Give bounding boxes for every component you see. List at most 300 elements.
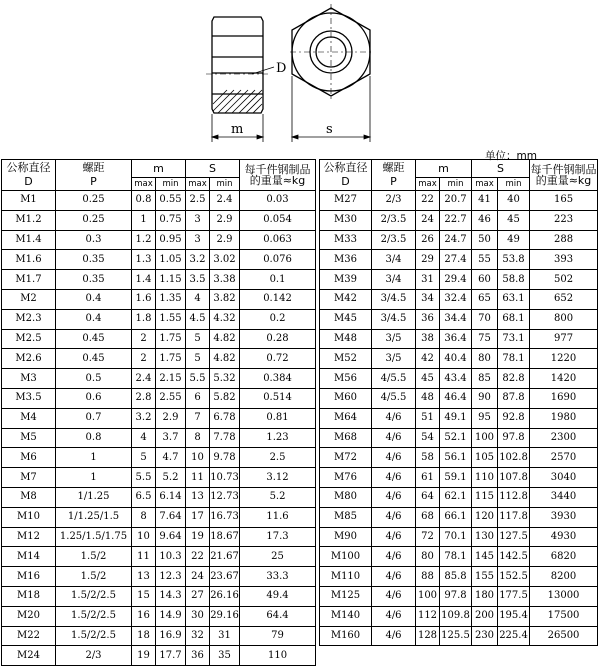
- cell-nominal-diameter: M3.5: [2, 388, 56, 408]
- cell-s-max: 4.5: [186, 309, 210, 329]
- table-row: [2, 448, 316, 468]
- cell-pitch: 0.45: [56, 329, 132, 349]
- cell-m-max: 16: [132, 606, 156, 626]
- nut-front-view: [290, 4, 372, 100]
- cell-nominal-diameter: M72: [320, 448, 372, 468]
- table-row: [2, 289, 316, 309]
- cell-m-min: 9.64: [156, 527, 186, 547]
- cell-s-min: 117.8: [498, 507, 530, 527]
- cell-nominal-diameter: M5: [2, 428, 56, 448]
- cell-weight: 223: [530, 210, 598, 230]
- cell-m-max: 34: [416, 289, 440, 309]
- cell-weight: 11.6: [240, 507, 316, 527]
- cell-m-min: 16.9: [156, 626, 186, 646]
- cell-m-min: 2.55: [156, 388, 186, 408]
- cell-pitch: 4/6: [372, 567, 416, 587]
- cell-m-max: 38: [416, 329, 440, 349]
- cell-weight: 3.12: [240, 468, 316, 488]
- cell-s-min: 112.8: [498, 487, 530, 507]
- cell-weight: 0.1: [240, 270, 316, 290]
- cell-m-max: 51: [416, 408, 440, 428]
- cell-s-max: 75: [472, 329, 498, 349]
- cell-m-min: 3.7: [156, 428, 186, 448]
- table-row: [320, 369, 598, 389]
- cell-s-min: 142.5: [498, 547, 530, 567]
- col-pitch: 螺距 P: [372, 160, 416, 191]
- cell-nominal-diameter: M3: [2, 369, 56, 389]
- table-row: [320, 507, 598, 527]
- cell-weight: 1690: [530, 388, 598, 408]
- cell-s-max: 3.2: [186, 250, 210, 270]
- cell-pitch: 0.45: [56, 349, 132, 369]
- cell-m-min: 62.1: [440, 487, 472, 507]
- cell-m-max: 2: [132, 329, 156, 349]
- col-m-max: max: [416, 178, 440, 191]
- cell-m-min: 70.1: [440, 527, 472, 547]
- table-row: [320, 329, 598, 349]
- table-row: [2, 468, 316, 488]
- cell-weight: 2300: [530, 428, 598, 448]
- cell-m-min: 27.4: [440, 250, 472, 270]
- cell-weight: 1420: [530, 369, 598, 389]
- cell-s-min: 82.8: [498, 369, 530, 389]
- table-row: [320, 567, 598, 587]
- cell-s-min: 4.82: [210, 349, 240, 369]
- cell-s-min: 68.1: [498, 309, 530, 329]
- cell-nominal-diameter: M160: [320, 626, 372, 646]
- cell-m-min: 46.4: [440, 388, 472, 408]
- cell-m-max: 22: [416, 191, 440, 211]
- cell-nominal-diameter: M76: [320, 468, 372, 488]
- col-pitch: 螺距 P: [56, 160, 132, 191]
- cell-pitch: 0.7: [56, 408, 132, 428]
- label-m: m: [231, 122, 244, 137]
- cell-pitch: 3/5: [372, 329, 416, 349]
- cell-nominal-diameter: M85: [320, 507, 372, 527]
- cell-pitch: 3/4: [372, 250, 416, 270]
- nut-side-view: [206, 17, 274, 113]
- cell-m-min: 43.4: [440, 369, 472, 389]
- cell-m-max: 11: [132, 547, 156, 567]
- cell-s-min: 53.8: [498, 250, 530, 270]
- cell-m-max: 64: [416, 487, 440, 507]
- cell-weight: 652: [530, 289, 598, 309]
- cell-weight: 0.28: [240, 329, 316, 349]
- cell-s-max: 200: [472, 606, 498, 626]
- col-m-min: min: [156, 178, 186, 191]
- cell-m-max: 24: [416, 210, 440, 230]
- cell-m-min: 32.4: [440, 289, 472, 309]
- col-s-max: max: [472, 178, 498, 191]
- cell-nominal-diameter: M12: [2, 527, 56, 547]
- cell-weight: 0.2: [240, 309, 316, 329]
- cell-pitch: 4/6: [372, 547, 416, 567]
- cell-weight: 49.4: [240, 586, 316, 606]
- cell-m-max: 0.8: [132, 191, 156, 211]
- table-row: [2, 547, 316, 567]
- cell-m-min: 40.4: [440, 349, 472, 369]
- cell-s-min: 21.67: [210, 547, 240, 567]
- col-m-min: min: [440, 178, 472, 191]
- cell-pitch: 4/5.5: [372, 369, 416, 389]
- cell-m-max: 48: [416, 388, 440, 408]
- table-row: [320, 586, 598, 606]
- cell-s-min: 26.16: [210, 586, 240, 606]
- cell-m-min: 1.75: [156, 329, 186, 349]
- cell-s-min: 10.73: [210, 468, 240, 488]
- cell-pitch: 1/1.25/1.5: [56, 507, 132, 527]
- cell-nominal-diameter: M27: [320, 191, 372, 211]
- cell-nominal-diameter: M48: [320, 329, 372, 349]
- cell-s-max: 46: [472, 210, 498, 230]
- cell-weight: 977: [530, 329, 598, 349]
- cell-m-max: 15: [132, 586, 156, 606]
- cell-s-min: 5.82: [210, 388, 240, 408]
- cell-s-max: 85: [472, 369, 498, 389]
- table-row: [2, 646, 316, 666]
- cell-m-min: 97.8: [440, 586, 472, 606]
- cell-s-max: 13: [186, 487, 210, 507]
- cell-pitch: 1.5/2/2.5: [56, 626, 132, 646]
- cell-weight: 0.384: [240, 369, 316, 389]
- cell-weight: 110: [240, 646, 316, 666]
- cell-nominal-diameter: M1.7: [2, 270, 56, 290]
- cell-s-min: 5.32: [210, 369, 240, 389]
- cell-s-max: 3.5: [186, 270, 210, 290]
- cell-nominal-diameter: M14: [2, 547, 56, 567]
- cell-weight: 13000: [530, 586, 598, 606]
- cell-s-max: 130: [472, 527, 498, 547]
- cell-weight: 0.054: [240, 210, 316, 230]
- cell-s-min: 63.1: [498, 289, 530, 309]
- cell-pitch: 0.25: [56, 210, 132, 230]
- cell-weight: 0.72: [240, 349, 316, 369]
- cell-nominal-diameter: M16: [2, 567, 56, 587]
- cell-s-min: 2.4: [210, 191, 240, 211]
- cell-s-min: 3.02: [210, 250, 240, 270]
- cell-weight: 17.3: [240, 527, 316, 547]
- cell-m-max: 68: [416, 507, 440, 527]
- cell-weight: 5.2: [240, 487, 316, 507]
- table-row: [2, 191, 316, 211]
- cell-m-max: 13: [132, 567, 156, 587]
- col-m: m: [132, 160, 186, 178]
- cell-s-min: 177.5: [498, 586, 530, 606]
- cell-s-max: 5.5: [186, 369, 210, 389]
- cell-nominal-diameter: M1.2: [2, 210, 56, 230]
- cell-s-max: 65: [472, 289, 498, 309]
- cell-m-min: 5.2: [156, 468, 186, 488]
- cell-m-min: 2.15: [156, 369, 186, 389]
- cell-s-min: 6.78: [210, 408, 240, 428]
- cell-s-min: 73.1: [498, 329, 530, 349]
- cell-nominal-diameter: M140: [320, 606, 372, 626]
- cell-s-max: 30: [186, 606, 210, 626]
- cell-m-max: 4: [132, 428, 156, 448]
- table-row: [320, 487, 598, 507]
- cell-pitch: 3/4.5: [372, 309, 416, 329]
- cell-s-max: 50: [472, 230, 498, 250]
- cell-nominal-diameter: M4: [2, 408, 56, 428]
- cell-m-min: 20.7: [440, 191, 472, 211]
- col-s-min: min: [498, 178, 530, 191]
- cell-pitch: 1.5/2/2.5: [56, 586, 132, 606]
- cell-nominal-diameter: M1: [2, 191, 56, 211]
- cell-m-min: 4.7: [156, 448, 186, 468]
- cell-weight: 0.076: [240, 250, 316, 270]
- cell-s-max: 80: [472, 349, 498, 369]
- cell-s-max: 90: [472, 388, 498, 408]
- cell-pitch: 2/3: [56, 646, 132, 666]
- cell-weight: 0.142: [240, 289, 316, 309]
- cell-pitch: 0.4: [56, 289, 132, 309]
- cell-weight: 26500: [530, 626, 598, 646]
- cell-s-min: 40: [498, 191, 530, 211]
- cell-m-max: 1.4: [132, 270, 156, 290]
- cell-weight: 25: [240, 547, 316, 567]
- cell-s-max: 3: [186, 230, 210, 250]
- cell-m-max: 1.2: [132, 230, 156, 250]
- table-row: [2, 567, 316, 587]
- cell-m-min: 1.55: [156, 309, 186, 329]
- cell-weight: 165: [530, 191, 598, 211]
- cell-s-max: 230: [472, 626, 498, 646]
- table-row: [2, 507, 316, 527]
- cell-pitch: 4/5.5: [372, 388, 416, 408]
- cell-nominal-diameter: M52: [320, 349, 372, 369]
- label-D: D: [276, 61, 287, 76]
- cell-pitch: 4/6: [372, 448, 416, 468]
- cell-m-min: 78.1: [440, 547, 472, 567]
- cell-weight: 4930: [530, 527, 598, 547]
- cell-m-min: 1.75: [156, 349, 186, 369]
- cell-m-max: 2: [132, 349, 156, 369]
- cell-m-min: 59.1: [440, 468, 472, 488]
- cell-s-max: 17: [186, 507, 210, 527]
- cell-nominal-diameter: M68: [320, 428, 372, 448]
- cell-m-max: 29: [416, 250, 440, 270]
- cell-m-max: 58: [416, 448, 440, 468]
- table-row: [320, 606, 598, 626]
- cell-m-min: 14.3: [156, 586, 186, 606]
- cell-nominal-diameter: M39: [320, 270, 372, 290]
- cell-m-min: 14.9: [156, 606, 186, 626]
- cell-pitch: 0.4: [56, 309, 132, 329]
- cell-s-max: 5: [186, 349, 210, 369]
- table-row: [320, 468, 598, 488]
- cell-m-max: 128: [416, 626, 440, 646]
- cell-s-max: 32: [186, 626, 210, 646]
- nut-spec-table-left: [1, 159, 316, 666]
- cell-m-max: 2.8: [132, 388, 156, 408]
- table-row: [2, 369, 316, 389]
- cell-s-max: 55: [472, 250, 498, 270]
- cell-s-max: 4: [186, 289, 210, 309]
- cell-weight: 3930: [530, 507, 598, 527]
- cell-pitch: 2/3: [372, 191, 416, 211]
- table-row: [320, 448, 598, 468]
- cell-pitch: 2/3.5: [372, 210, 416, 230]
- cell-nominal-diameter: M2.3: [2, 309, 56, 329]
- cell-weight: 8200: [530, 567, 598, 587]
- table-row: [320, 230, 598, 250]
- table-row: [320, 527, 598, 547]
- cell-s-max: 6: [186, 388, 210, 408]
- table-row: [320, 388, 598, 408]
- cell-s-min: 4.82: [210, 329, 240, 349]
- cell-weight: 1220: [530, 349, 598, 369]
- cell-weight: 0.03: [240, 191, 316, 211]
- table-row: [320, 408, 598, 428]
- cell-m-max: 61: [416, 468, 440, 488]
- cell-s-max: 120: [472, 507, 498, 527]
- cell-nominal-diameter: M2: [2, 289, 56, 309]
- cell-s-min: 7.78: [210, 428, 240, 448]
- cell-s-max: 2.5: [186, 191, 210, 211]
- cell-pitch: 4/6: [372, 527, 416, 547]
- cell-pitch: 0.3: [56, 230, 132, 250]
- cell-m-max: 26: [416, 230, 440, 250]
- cell-nominal-diameter: M22: [2, 626, 56, 646]
- table-row: [2, 230, 316, 250]
- cell-s-max: 100: [472, 428, 498, 448]
- cell-s-max: 60: [472, 270, 498, 290]
- cell-s-max: 19: [186, 527, 210, 547]
- cell-m-min: 0.75: [156, 210, 186, 230]
- cell-s-min: 45: [498, 210, 530, 230]
- cell-pitch: 0.25: [56, 191, 132, 211]
- unit-label: 单位：mm: [485, 150, 537, 162]
- cell-weight: 288: [530, 230, 598, 250]
- cell-m-max: 8: [132, 507, 156, 527]
- cell-s-max: 115: [472, 487, 498, 507]
- cell-s-min: 87.8: [498, 388, 530, 408]
- cell-s-min: 107.8: [498, 468, 530, 488]
- cell-weight: 800: [530, 309, 598, 329]
- cell-s-max: 145: [472, 547, 498, 567]
- cell-s-max: 155: [472, 567, 498, 587]
- cell-m-min: 7.64: [156, 507, 186, 527]
- table-row: [2, 527, 316, 547]
- cell-s-min: 195.4: [498, 606, 530, 626]
- cell-s-min: 29.16: [210, 606, 240, 626]
- cell-nominal-diameter: M30: [320, 210, 372, 230]
- cell-m-max: 5: [132, 448, 156, 468]
- cell-s-min: 92.8: [498, 408, 530, 428]
- cell-nominal-diameter: M2.6: [2, 349, 56, 369]
- cell-weight: 2.5: [240, 448, 316, 468]
- cell-nominal-diameter: M45: [320, 309, 372, 329]
- table-row: [2, 626, 316, 646]
- cell-s-max: 5: [186, 329, 210, 349]
- cell-s-min: 4.32: [210, 309, 240, 329]
- cell-nominal-diameter: M1.4: [2, 230, 56, 250]
- cell-pitch: 4/6: [372, 428, 416, 448]
- cell-s-min: 49: [498, 230, 530, 250]
- cell-s-min: 9.78: [210, 448, 240, 468]
- cell-s-max: 3: [186, 210, 210, 230]
- cell-m-max: 54: [416, 428, 440, 448]
- cell-s-min: 16.73: [210, 507, 240, 527]
- table-row: [320, 547, 598, 567]
- cell-nominal-diameter: M8: [2, 487, 56, 507]
- cell-m-min: 29.4: [440, 270, 472, 290]
- cell-pitch: 4/6: [372, 408, 416, 428]
- cell-pitch: 4/6: [372, 606, 416, 626]
- cell-m-max: 88: [416, 567, 440, 587]
- cell-nominal-diameter: M10: [2, 507, 56, 527]
- cell-m-max: 36: [416, 309, 440, 329]
- table-row: [320, 191, 598, 211]
- cell-pitch: 4/6: [372, 586, 416, 606]
- cell-pitch: 1.5/2: [56, 547, 132, 567]
- col-s-min: min: [210, 178, 240, 191]
- cell-weight: 2570: [530, 448, 598, 468]
- cell-s-max: 41: [472, 191, 498, 211]
- cell-s-min: 23.67: [210, 567, 240, 587]
- table-row: [2, 586, 316, 606]
- cell-m-min: 12.3: [156, 567, 186, 587]
- table-row: [2, 388, 316, 408]
- cell-s-min: 78.1: [498, 349, 530, 369]
- cell-nominal-diameter: M125: [320, 586, 372, 606]
- cell-m-max: 1.3: [132, 250, 156, 270]
- cell-nominal-diameter: M33: [320, 230, 372, 250]
- cell-s-min: 12.73: [210, 487, 240, 507]
- cell-nominal-diameter: M80: [320, 487, 372, 507]
- cell-weight: 0.063: [240, 230, 316, 250]
- table-row: [2, 210, 316, 230]
- cell-m-min: 1.15: [156, 270, 186, 290]
- cell-pitch: 1: [56, 468, 132, 488]
- cell-s-min: 31: [210, 626, 240, 646]
- cell-pitch: 4/6: [372, 507, 416, 527]
- cell-nominal-diameter: M42: [320, 289, 372, 309]
- cell-nominal-diameter: M2.5: [2, 329, 56, 349]
- cell-s-min: 225.4: [498, 626, 530, 646]
- col-nominal-diameter: 公称直径 D: [320, 160, 372, 191]
- cell-pitch: 1.5/2/2.5: [56, 606, 132, 626]
- cell-s-min: 58.8: [498, 270, 530, 290]
- cell-nominal-diameter: M1.6: [2, 250, 56, 270]
- cell-s-max: 95: [472, 408, 498, 428]
- col-m: m: [416, 160, 472, 178]
- cell-pitch: 1/1.25: [56, 487, 132, 507]
- cell-m-max: 1.6: [132, 289, 156, 309]
- cell-m-min: 85.8: [440, 567, 472, 587]
- table-row: [320, 626, 598, 646]
- cell-pitch: 3/4: [372, 270, 416, 290]
- cell-nominal-diameter: M20: [2, 606, 56, 626]
- cell-s-max: 180: [472, 586, 498, 606]
- col-s: S: [186, 160, 240, 178]
- cell-nominal-diameter: M64: [320, 408, 372, 428]
- cell-weight: 33.3: [240, 567, 316, 587]
- cell-s-max: 110: [472, 468, 498, 488]
- cell-pitch: 1: [56, 448, 132, 468]
- cell-pitch: 0.6: [56, 388, 132, 408]
- table-row: [2, 250, 316, 270]
- cell-m-min: 1.35: [156, 289, 186, 309]
- cell-m-min: 0.95: [156, 230, 186, 250]
- cell-m-min: 49.1: [440, 408, 472, 428]
- cell-m-min: 34.4: [440, 309, 472, 329]
- cell-s-min: 3.82: [210, 289, 240, 309]
- cell-pitch: 3/5: [372, 349, 416, 369]
- cell-weight: 0.81: [240, 408, 316, 428]
- table-row: [320, 309, 598, 329]
- cell-nominal-diameter: M7: [2, 468, 56, 488]
